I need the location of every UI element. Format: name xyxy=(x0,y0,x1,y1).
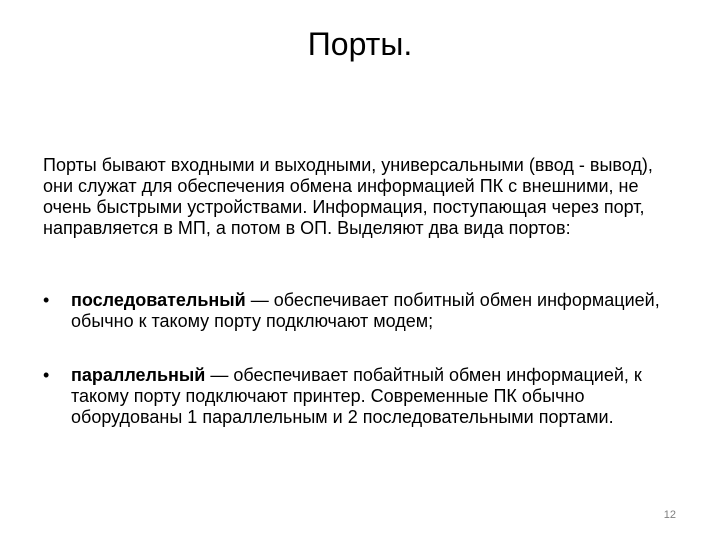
port-types-list xyxy=(43,290,683,428)
page-number: 12 xyxy=(663,509,676,521)
description-serial: — обеспечивает побитный обмен информацией, обычно к такому порту подключают модем; xyxy=(71,290,660,331)
intro-paragraph: Порты бывают входными и выходными, универсальными (ввод - вывод), они служат для обеспечения обмена информацией ПК с внешними, не очень быстрыми устройствами. Информация, поступающая через порт, направляется в МП, а потом в ОП. Выделяют два вида портов: xyxy=(43,155,653,238)
bullet-icon: • xyxy=(43,365,50,385)
list-item-parallel xyxy=(43,365,683,428)
term-serial: последовательный xyxy=(71,290,246,310)
list-item-serial xyxy=(43,290,683,332)
description-parallel: — обеспечивает побайтный обмен информацией, к такому порту подключают принтер. Современные ПК обычно оборудованы 1 параллельным и 2 последовательными портами. xyxy=(71,365,642,427)
slide-title: Порты. xyxy=(307,26,413,62)
term-parallel: параллельный xyxy=(71,365,206,385)
bullet-icon: • xyxy=(43,290,50,310)
